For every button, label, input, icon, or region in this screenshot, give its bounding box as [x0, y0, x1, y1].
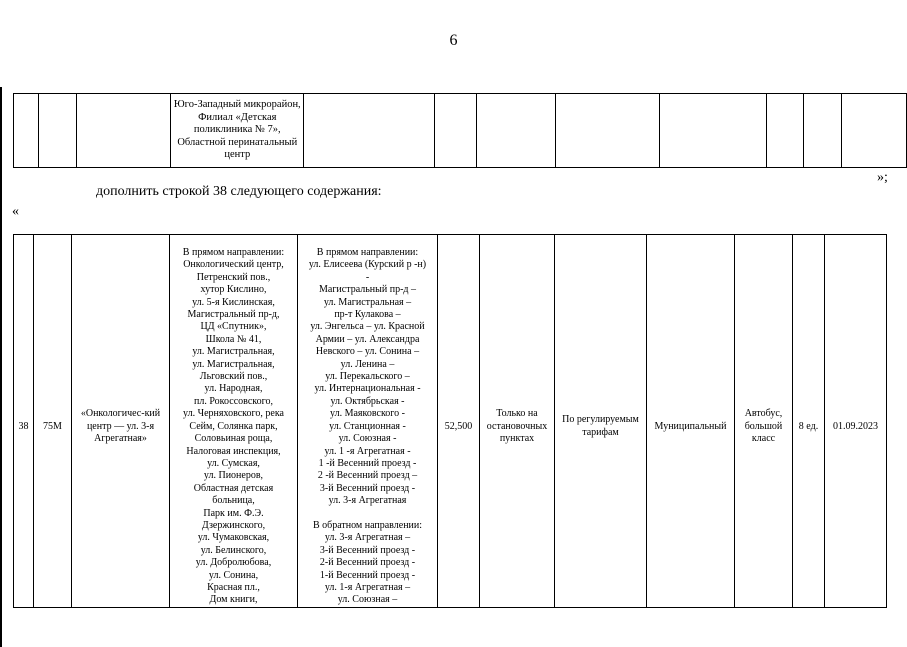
table-row	[14, 94, 907, 168]
text-line: Юго-Западный микрорайон,	[173, 99, 301, 111]
text-line: ул. Белинского,	[200, 544, 267, 556]
length-cell: 52,500	[438, 247, 480, 607]
new-row-table	[13, 234, 887, 608]
text-line: ул. 3-я Агрегатная –	[324, 532, 411, 544]
text-line: ул. Сонина,	[208, 569, 259, 581]
text-line: Филиал «Детская	[198, 111, 277, 123]
text-line: ул. Энгельса – ул. Красной	[310, 321, 425, 333]
text-line: Льговский пов.,	[199, 371, 268, 383]
table-cell	[476, 94, 556, 168]
text-line: Областной перинатальный	[177, 136, 298, 148]
text-line: ул. 3-я Агрегатная	[328, 495, 407, 507]
text-line: 1 -й Весенний проезд -	[318, 457, 417, 469]
text-line: ул. Интернациональная -	[314, 383, 421, 395]
text-line: ул. 1 -я Агрегатная -	[324, 445, 411, 457]
text-line: Невского – ул. Сонина –	[315, 346, 420, 358]
table-cell	[76, 94, 171, 168]
text-line: Парк им. Ф.Э.	[203, 507, 264, 519]
text-line: Сейм, Солянка парк,	[189, 420, 278, 432]
text-line: ЦД «Спутник»,	[200, 321, 267, 333]
text-line: ул. Сумская,	[207, 457, 260, 469]
text-line: 2-й Весенний проезд -	[319, 557, 416, 569]
tariff-cell: По регулируемым тарифам	[555, 247, 647, 607]
route-name-cell: «Онкологичес-кий центр — ул. 3-я Агрегатная»	[72, 247, 170, 607]
count-cell: 8 ед.	[793, 247, 825, 607]
streets-text	[298, 247, 437, 607]
text-line: пл. Рокоссовского,	[194, 395, 273, 407]
text-line: ул. Союзная –	[337, 594, 398, 606]
text-line: ул. Ленина –	[340, 358, 395, 370]
route-number-cell: 38	[14, 247, 34, 607]
text-line: -	[365, 271, 370, 283]
previous-row-table	[13, 93, 907, 168]
table-cell	[434, 94, 476, 168]
text-line: ул. 1-я Агрегатная –	[324, 581, 411, 593]
table-row	[14, 247, 887, 607]
text-line: Соловьиная роща,	[194, 433, 273, 445]
text-line: ул. Магистральная –	[323, 296, 412, 308]
forward-stops-text	[170, 247, 297, 607]
streets-cell	[298, 247, 438, 607]
text-line: ул. Чумаковская,	[197, 532, 270, 544]
table-row	[14, 235, 887, 248]
table-cell	[804, 94, 842, 168]
text-line: поликлиника № 7»,	[193, 124, 281, 136]
table-cell	[659, 94, 767, 168]
text-line	[298, 508, 437, 520]
text-line: ул. Магистральная,	[192, 346, 275, 358]
text-line: 1-й Весенний проезд -	[319, 569, 416, 581]
text-line: Областная детская	[193, 482, 274, 494]
text-line: Магистральный пр-д,	[187, 309, 280, 321]
table-cell	[556, 94, 660, 168]
text-line: хутор Кислино,	[200, 284, 267, 296]
route-type-cell: Муниципальный	[647, 247, 735, 607]
opening-quote: «	[12, 204, 19, 219]
table-cell	[767, 94, 804, 168]
text-line: ул. Октябрьская -	[330, 395, 405, 407]
text-line: ул. 5-я Кислинская,	[192, 296, 275, 308]
prev-stops-cell	[171, 94, 304, 168]
text-line: Дзержинского,	[201, 519, 266, 531]
text-line: 3-й Весенний проезд -	[319, 544, 416, 556]
text-line: Онкологический центр,	[183, 259, 284, 271]
text-line: Школа № 41,	[205, 333, 262, 345]
instruction-text: дополнить строкой 38 следующего содержания:	[96, 184, 382, 199]
text-line: ул. Станционная -	[329, 420, 406, 432]
page-number: 6	[449, 32, 458, 49]
table-cell	[304, 94, 435, 168]
text-line: Магистральный пр-д –	[319, 284, 416, 296]
text-line: ул. Черняховского, река	[183, 408, 284, 420]
text-line: Петренский пов.,	[196, 271, 271, 283]
stop-order-cell: Только на остановочных пунктах	[480, 247, 555, 607]
text-line: В прямом направлении:	[182, 247, 285, 258]
text-line: Налоговая инспекция,	[186, 445, 281, 457]
vehicle-cell: Автобус, большой класс	[735, 247, 793, 607]
table-cell	[14, 94, 39, 168]
text-line: ул. Елисеева (Курский р -н)	[308, 259, 427, 271]
text-line: центр	[224, 149, 251, 161]
text-line: ул. Магистральная,	[192, 358, 275, 370]
text-line: 3-й Весенний проезд -	[319, 482, 416, 494]
table-cell	[38, 94, 76, 168]
text-line: ул. Союзная -	[338, 433, 397, 445]
text-line: В обратном направлении:	[312, 519, 423, 531]
text-line: больница,	[212, 495, 255, 507]
text-line: пр-т Кулакова –	[334, 309, 401, 321]
text-line: ул. Народная,	[204, 383, 263, 395]
forward-stops-cell	[170, 247, 298, 607]
text-line: 2 -й Весенний проезд –	[317, 470, 418, 482]
date-cell: 01.09.2023	[825, 247, 887, 607]
text-line: Дом книги,	[209, 594, 258, 606]
route-code-cell: 75М	[34, 247, 72, 607]
text-line: В прямом направлении:	[316, 247, 419, 258]
closing-quote: »;	[877, 170, 888, 185]
text-line: ул. Добролюбова,	[195, 557, 272, 569]
text-line: Красная пл.,	[207, 581, 260, 593]
text-line: ул. Пионеров,	[203, 470, 264, 482]
table-cell	[842, 94, 907, 168]
text-line: ул. Перекальского –	[325, 371, 410, 383]
text-line: ул. Маяковского -	[330, 408, 405, 420]
prev-stops-text	[171, 99, 303, 161]
left-margin-line	[0, 87, 2, 647]
text-line: Армии – ул. Александра	[315, 333, 420, 345]
